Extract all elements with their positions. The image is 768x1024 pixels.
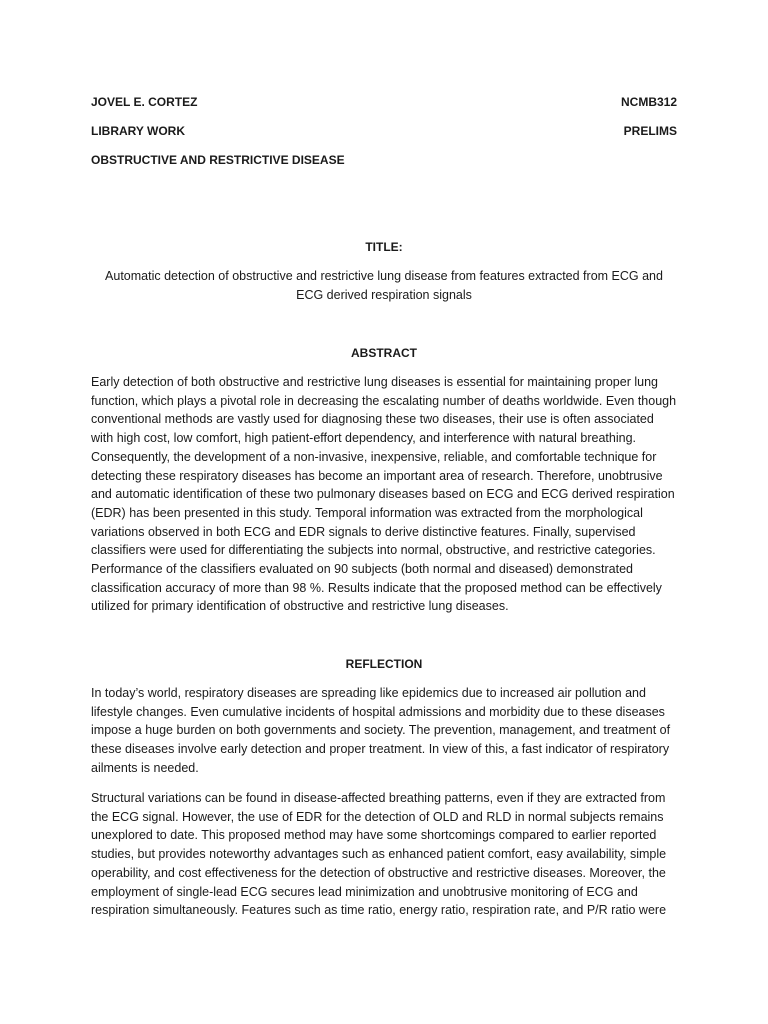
reflection-heading: REFLECTION — [345, 657, 423, 671]
term-label: PRELIMS — [623, 124, 677, 138]
course-code: NCMB312 — [620, 95, 677, 109]
author-name: JOVEL E. CORTEZ — [91, 95, 198, 109]
reflection-paragraph-2: Structural variations can be found in disease-affected breathing patterns, even if they are extracted from the ECG signal. However, the use of EDR for the detection of OLD and RLD in normal subjects remains unexplored to date. This proposed method may have some shortcomings compared to earlier reported studies, but provides noteworthy advantages such as enhanced patient comfort, easy availability, simple operability, and cost effectiveness for the detection of obstructive and restrictive diseases. Moreover, the employment of single-lead ECG secures lead minimization and unobtrusive monitoring of ECG and respiration simultaneously. Features such as time ratio, energy ratio, respiration rate, and P/R ratio were — [91, 791, 667, 918]
header-row-2 — [91, 123, 677, 139]
paper-title: Automatic detection of obstructive and restrictive lung disease from features extracted from ECG and ECG derived respiration signals — [105, 269, 663, 302]
abstract-text: Early detection of both obstructive and restrictive lung diseases is essential for maintaining proper lung function, which plays a pivotal role in decreasing the escalating number of deaths worldwide. Even though conventional methods are vastly used for diagnosing these two diseases, their use is often associated with high cost, low comfort, high patient-effort dependency, and interference with natural breathing. Consequently, the development of a non-invasive, inexpensive, reliable, and comfortable technique for detecting these respiratory diseases has become an important area of research. Therefore, unobtrusive and automatic identification of these two pulmonary diseases based on ECG and ECG derived respiration (EDR) has been presented in this study. Temporal information was extracted from the morphological variations observed in both ECG and EDR signals to derive distinctive features. Finally, supervised classifiers were used for differentiating the subjects into normal, obstructive, and restrictive categories. Performance of the classifiers evaluated on 90 subjects (both normal and diseased) demonstrated classification accuracy of more than 98 %. Results indicate that the proposed method can be effectively utilized for primary identification of obstructive and restrictive lung diseases. — [91, 375, 677, 614]
abstract-heading: ABSTRACT — [351, 346, 417, 360]
header-row-1 — [91, 94, 677, 110]
topic-label: OBSTRUCTIVE AND RESTRICTIVE DISEASE — [91, 153, 345, 167]
work-type: LIBRARY WORK — [91, 124, 185, 138]
reflection-paragraph-1: In today’s world, respiratory diseases are spreading like epidemics due to increased air pollution and lifestyle changes. Even cumulative incidents of hospital admissions and morbidity due to these diseases impose a huge burden on both governments and society. The prevention, management, and treatment of these diseases involve early detection and proper treatment. In view of this, a fast indicator of respiratory ailments is needed. — [91, 686, 671, 775]
title-heading: TITLE: — [365, 240, 403, 254]
